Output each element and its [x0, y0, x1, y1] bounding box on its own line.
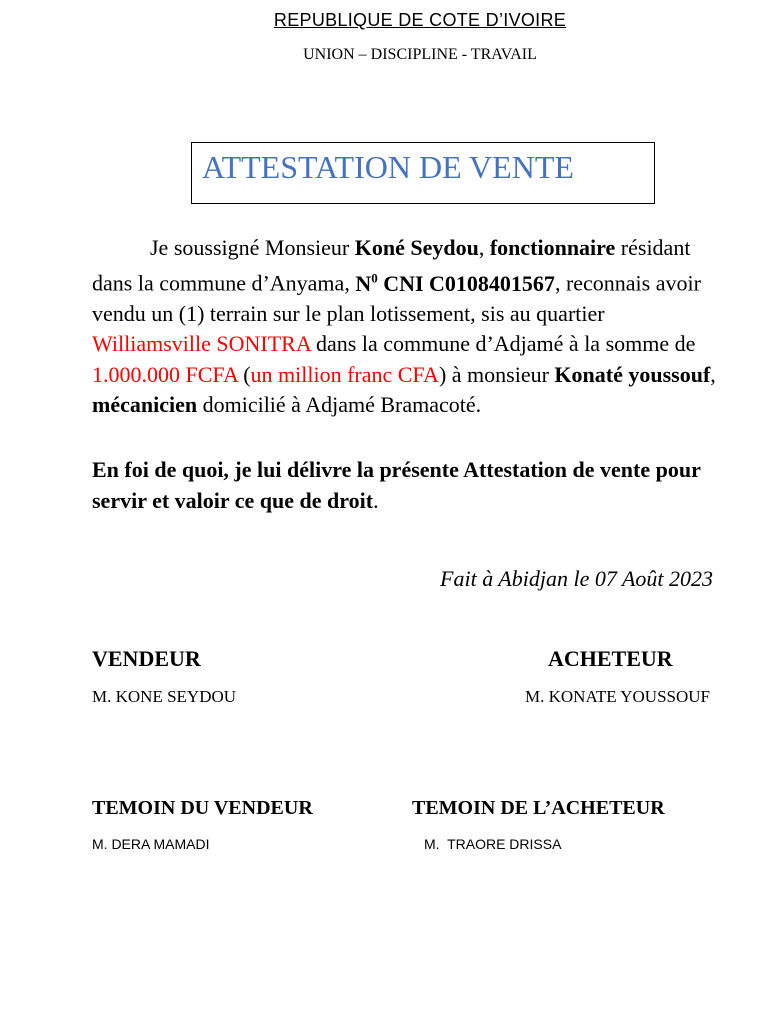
cni-superscript: 0: [371, 270, 378, 286]
body-text-8: ,: [710, 361, 716, 387]
buyer-witness-name: M. TRAORE DRISSA: [424, 836, 562, 852]
body-text-4: , reconnais avoir vendu un (1) terrain sur le plan lotissement, sis au quartier: [92, 270, 701, 326]
seller-name: Koné Seydou: [354, 235, 479, 260]
buyer-name: Konaté youssouf: [554, 361, 711, 387]
header-motto: UNION – DISCIPLINE - TRAVAIL: [303, 46, 537, 63]
buyer-witness-heading: TEMOIN DE L’ACHETEUR: [412, 797, 665, 819]
header-country: REPUBLIQUE DE COTE D’IVOIRE: [273, 10, 567, 30]
body-text-1: Je soussigné Monsieur: [150, 235, 355, 260]
body-text-6: (: [237, 361, 251, 387]
buyer-job: mécanicien: [92, 391, 198, 417]
seller-job: fonctionnaire: [489, 235, 616, 260]
buyer-signature-name: M. KONATE YOUSSOUF: [525, 687, 710, 706]
seller-witness-heading: TEMOIN DU VENDEUR: [92, 797, 313, 819]
document-title: ATTESTATION DE VENTE: [202, 149, 574, 185]
seller-heading: VENDEUR: [92, 646, 201, 671]
place-date: Fait à Abidjan le 07 Août 2023: [440, 566, 713, 591]
body-text-9: domicilié à Adjamé Bramacoté.: [197, 391, 482, 417]
seller-signature-name: M. KONE SEYDOU: [92, 687, 237, 706]
amount: 1.000.000 FCFA: [92, 361, 238, 387]
body-text-5: dans la commune d’Adjamé à la somme de: [310, 331, 696, 357]
conclusion-end: .: [373, 488, 379, 513]
body-text-3: résidant dans la commune d’Anyama,: [92, 235, 691, 296]
seller-witness-name: M. DERA MAMADI: [92, 836, 210, 852]
buyer-heading: ACHETEUR: [548, 646, 673, 671]
conclusion-paragraph: [92, 454, 712, 516]
body-paragraph: [92, 233, 717, 420]
title-box: [191, 142, 655, 204]
cni-number: CNI C0108401567: [377, 270, 555, 296]
cni-label: [355, 271, 555, 296]
body-text-7: ) à monsieur: [438, 361, 555, 387]
conclusion-text: En foi de quoi, je lui délivre la présente Attestation de vente pour servir et valoir ce que de droit: [92, 457, 701, 513]
amount-words: un million franc CFA: [250, 361, 439, 387]
location: Williamsville SONITRA: [92, 331, 311, 357]
body-text-2: ,: [478, 235, 490, 260]
cni-number-label: N: [355, 270, 372, 296]
